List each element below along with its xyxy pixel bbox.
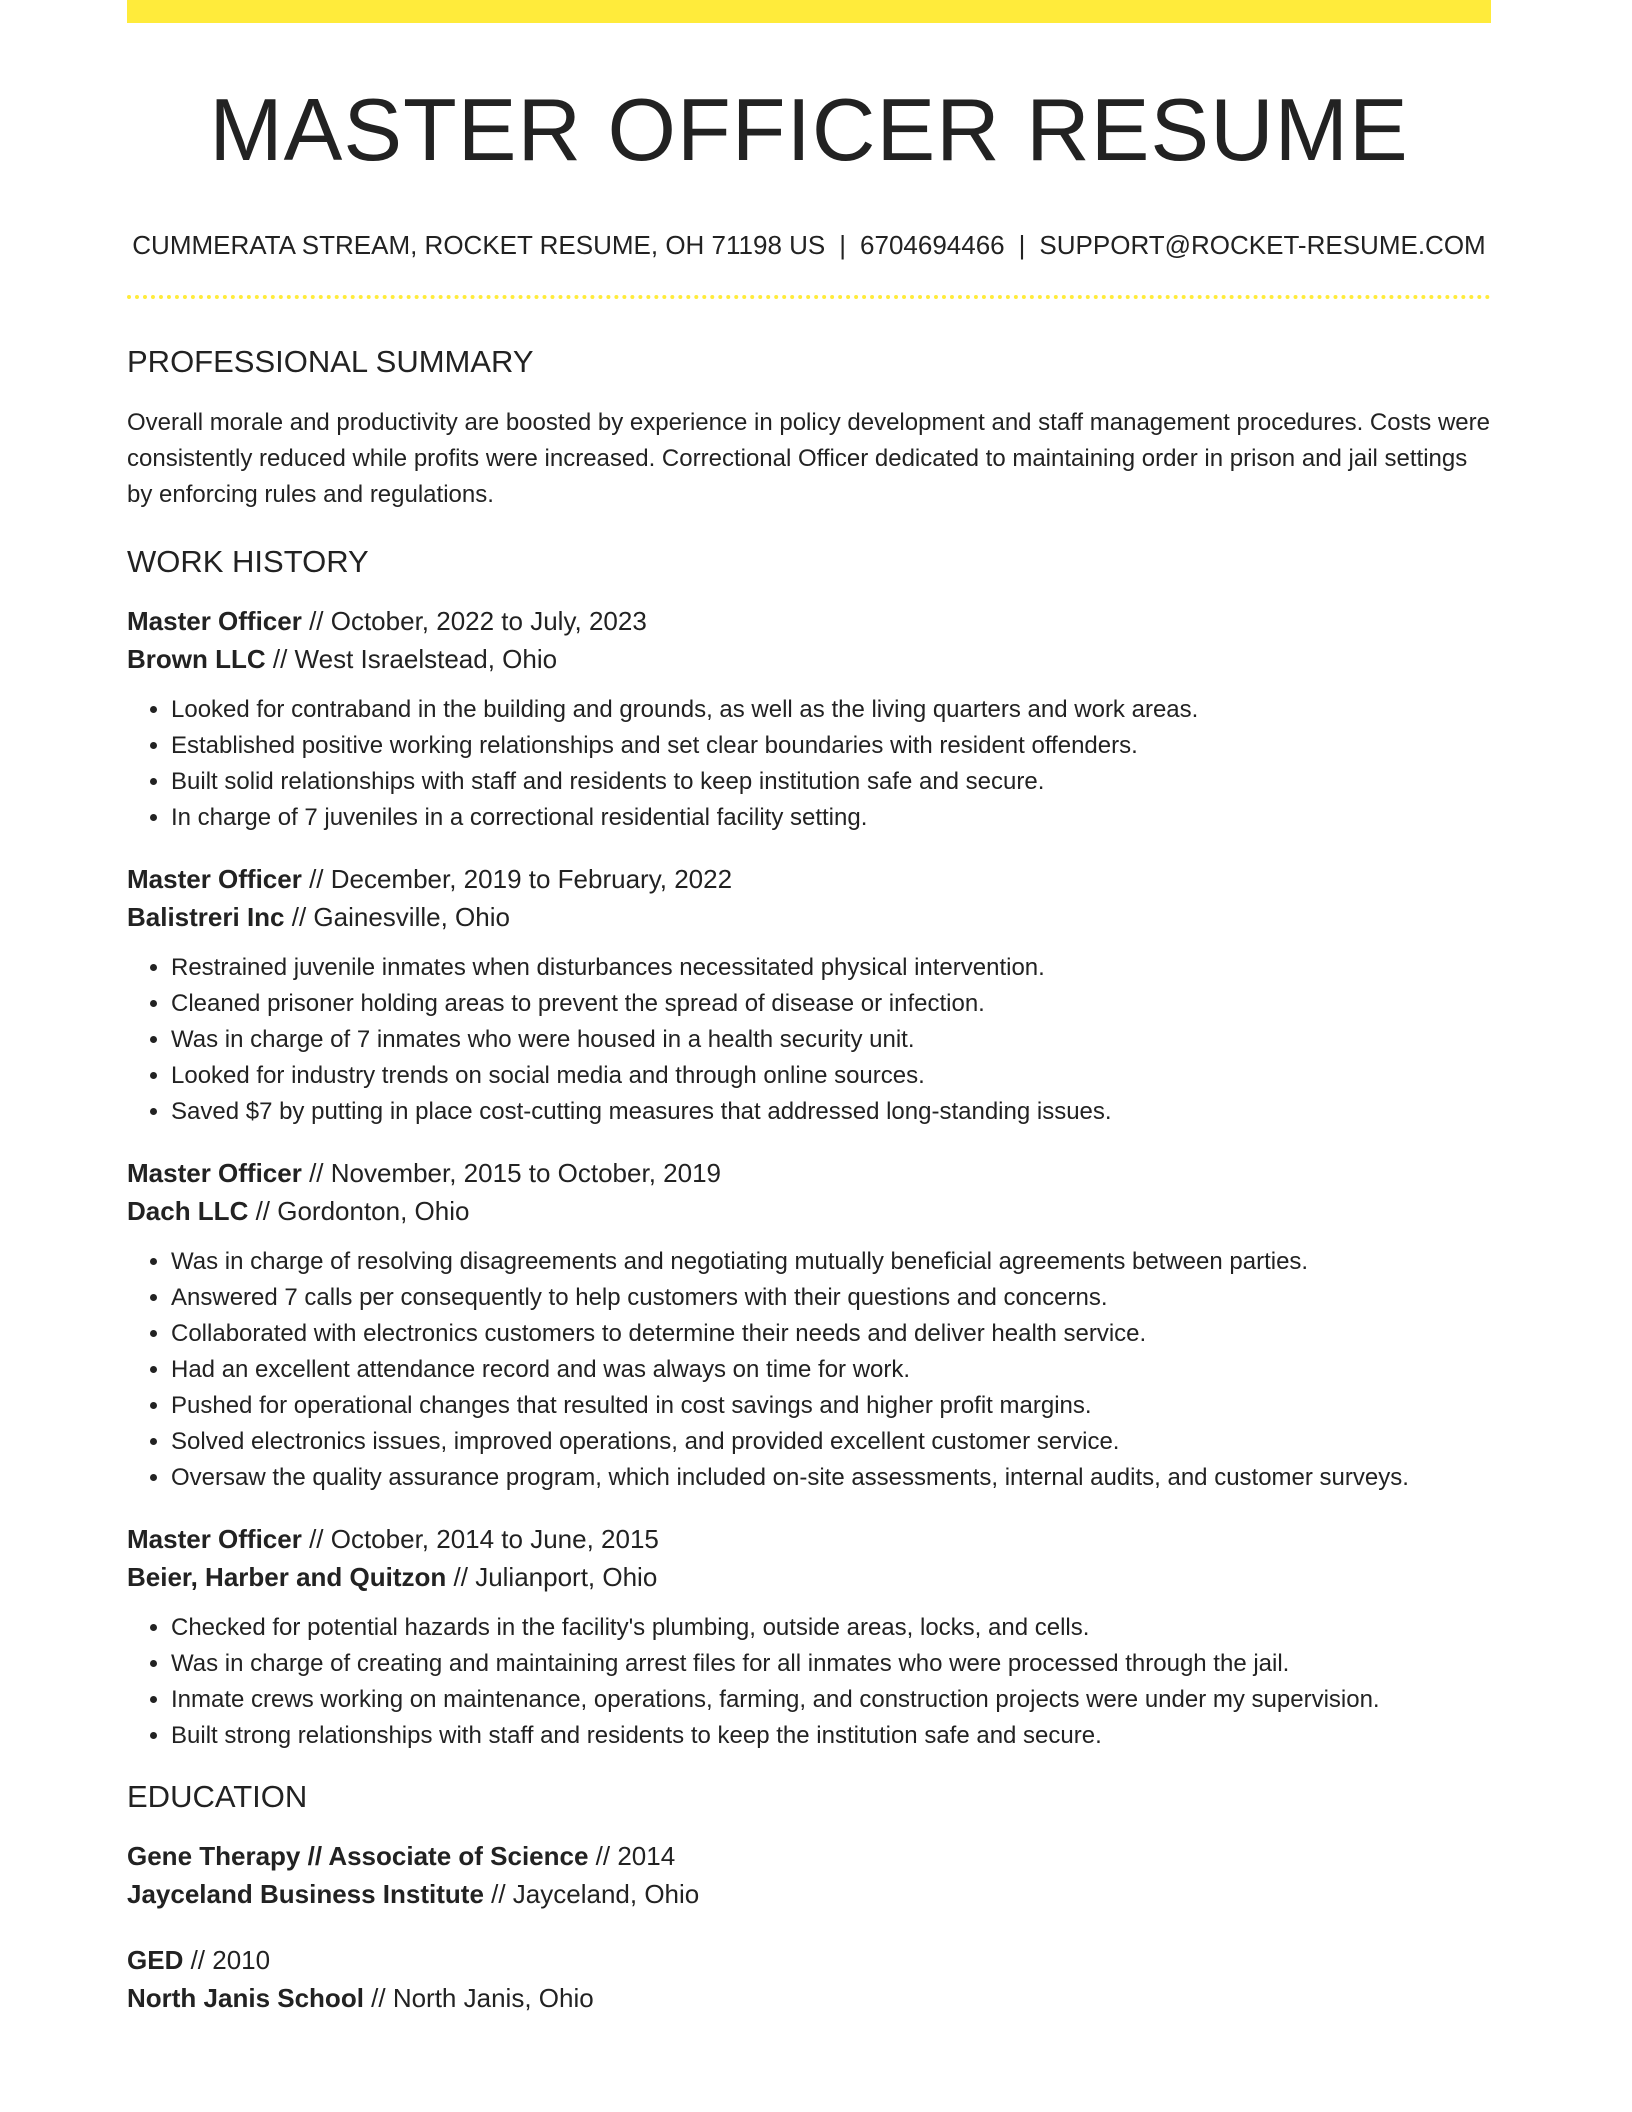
education-year: // 2010 <box>183 1945 271 1976</box>
job-dates: // October, 2014 to June, 2015 <box>301 1524 659 1555</box>
job-entry <box>127 1154 1491 1496</box>
education-degree: Gene Therapy // Associate of Science <box>127 1841 589 1872</box>
education-degree: GED <box>127 1945 184 1976</box>
education-degree-line <box>127 1837 1491 1875</box>
job-duty-item: • Looked for contraband in the building and grounds, as well as the living quarters and work areas. <box>171 692 1491 728</box>
job-duty-item: • Answered 7 calls per consequently to help customers with their questions and concerns. <box>171 1280 1491 1316</box>
job-company-line <box>127 898 1491 936</box>
job-entry <box>127 860 1491 1130</box>
job-duty-item: • Saved $7 by putting in place cost-cutting measures that addressed long-standing issues. <box>171 1094 1491 1130</box>
job-company-line <box>127 1558 1491 1596</box>
summary-heading: PROFESSIONAL SUMMARY <box>127 343 534 379</box>
dotted-divider <box>127 295 1491 299</box>
job-duty-item: • Was in charge of resolving disagreements and negotiating mutually beneficial agreements between parties. <box>171 1244 1491 1280</box>
education-school-line <box>127 1979 1491 2017</box>
job-location: // Gainesville, Ohio <box>284 902 510 933</box>
job-duties-list <box>127 1244 1491 1496</box>
job-dates: // October, 2022 to July, 2023 <box>301 606 647 637</box>
job-title-line <box>127 1154 1491 1192</box>
education-degree-line <box>127 1941 1491 1979</box>
job-duties-list <box>127 1610 1491 1754</box>
job-position: Master Officer <box>127 1524 302 1555</box>
education-school: North Janis School <box>127 1983 364 2014</box>
job-dates: // November, 2015 to October, 2019 <box>301 1158 721 1189</box>
resume-title: MASTER OFFICER RESUME <box>209 80 1409 179</box>
contact-address: CUMMERATA STREAM, ROCKET RESUME, OH 71198 US <box>132 229 826 260</box>
job-duty-item: • Established positive working relationships and set clear boundaries with resident offenders. <box>171 728 1491 764</box>
job-company: Balistreri Inc <box>127 902 285 933</box>
job-duty-item: • Was in charge of 7 inmates who were housed in a health security unit. <box>171 1022 1491 1058</box>
job-title-line <box>127 602 1491 640</box>
job-duty-item: • Restrained juvenile inmates when disturbances necessitated physical intervention. <box>171 950 1491 986</box>
job-title-line <box>127 860 1491 898</box>
job-duties-list <box>127 692 1491 836</box>
job-duty-item: • Inmate crews working on maintenance, operations, farming, and construction projects were under my supervision. <box>171 1682 1491 1718</box>
contact-separator: | <box>1018 229 1026 260</box>
education-heading: EDUCATION <box>127 1779 308 1815</box>
contact-separator: | <box>839 229 847 260</box>
job-duty-item: • In charge of 7 juveniles in a correctional residential facility setting. <box>171 800 1491 836</box>
resume-page <box>127 0 1491 2017</box>
job-title-line <box>127 1520 1491 1558</box>
work-history-heading: WORK HISTORY <box>127 543 369 579</box>
job-position: Master Officer <box>127 1158 302 1189</box>
job-duty-item: • Cleaned prisoner holding areas to prevent the spread of disease or infection. <box>171 986 1491 1022</box>
contact-line <box>127 230 1491 261</box>
work-history-list <box>127 602 1491 1754</box>
job-duty-item: • Oversaw the quality assurance program, which included on-site assessments, internal audits, and customer surveys. <box>171 1460 1491 1496</box>
job-position: Master Officer <box>127 606 302 637</box>
job-duty-item: • Pushed for operational changes that resulted in cost savings and higher profit margins. <box>171 1388 1491 1424</box>
job-duty-item: • Built solid relationships with staff and residents to keep institution safe and secure. <box>171 764 1491 800</box>
job-entry <box>127 602 1491 836</box>
job-location: // Julianport, Ohio <box>446 1562 658 1593</box>
job-duty-item: • Looked for industry trends on social media and through online sources. <box>171 1058 1491 1094</box>
job-location: // West Israelstead, Ohio <box>265 644 558 675</box>
education-entry <box>127 1837 1491 1913</box>
education-location: // Jayceland, Ohio <box>483 1879 700 1910</box>
job-location: // Gordonton, Ohio <box>248 1196 470 1227</box>
summary-text: Overall morale and productivity are boosted by experience in policy development and staff management procedures. Costs were consistently reduced while profits were increased. Correctional Officer dedicated to maintaining order in prison and jail settings by enforcing rules and regulations. <box>127 408 1490 508</box>
contact-phone: 6704694466 <box>860 229 1005 260</box>
job-company-line <box>127 1192 1491 1230</box>
job-duty-item: • Built strong relationships with staff and residents to keep the institution safe and secure. <box>171 1718 1491 1754</box>
education-school-line <box>127 1875 1491 1913</box>
job-company: Dach LLC <box>127 1196 249 1227</box>
job-entry <box>127 1520 1491 1754</box>
job-company-line <box>127 640 1491 678</box>
job-company: Brown LLC <box>127 644 266 675</box>
education-entry <box>127 1941 1491 2017</box>
job-duty-item: • Had an excellent attendance record and was always on time for work. <box>171 1352 1491 1388</box>
contact-email: SUPPORT@ROCKET-RESUME.COM <box>1039 229 1486 260</box>
education-list <box>127 1837 1491 2017</box>
job-dates: // December, 2019 to February, 2022 <box>301 864 733 895</box>
job-company: Beier, Harber and Quitzon <box>127 1562 447 1593</box>
job-duties-list <box>127 950 1491 1130</box>
job-duty-item: • Solved electronics issues, improved operations, and provided excellent customer service. <box>171 1424 1491 1460</box>
job-position: Master Officer <box>127 864 302 895</box>
education-year: // 2014 <box>588 1841 676 1872</box>
job-duty-item: • Was in charge of creating and maintaining arrest files for all inmates who were processed through the jail. <box>171 1646 1491 1682</box>
job-duty-item: • Collaborated with electronics customers to determine their needs and deliver health service. <box>171 1316 1491 1352</box>
job-duty-item: • Checked for potential hazards in the facility's plumbing, outside areas, locks, and cells. <box>171 1610 1491 1646</box>
education-school: Jayceland Business Institute <box>127 1879 484 1910</box>
education-location: // North Janis, Ohio <box>363 1983 594 2014</box>
accent-top-bar <box>127 0 1491 23</box>
